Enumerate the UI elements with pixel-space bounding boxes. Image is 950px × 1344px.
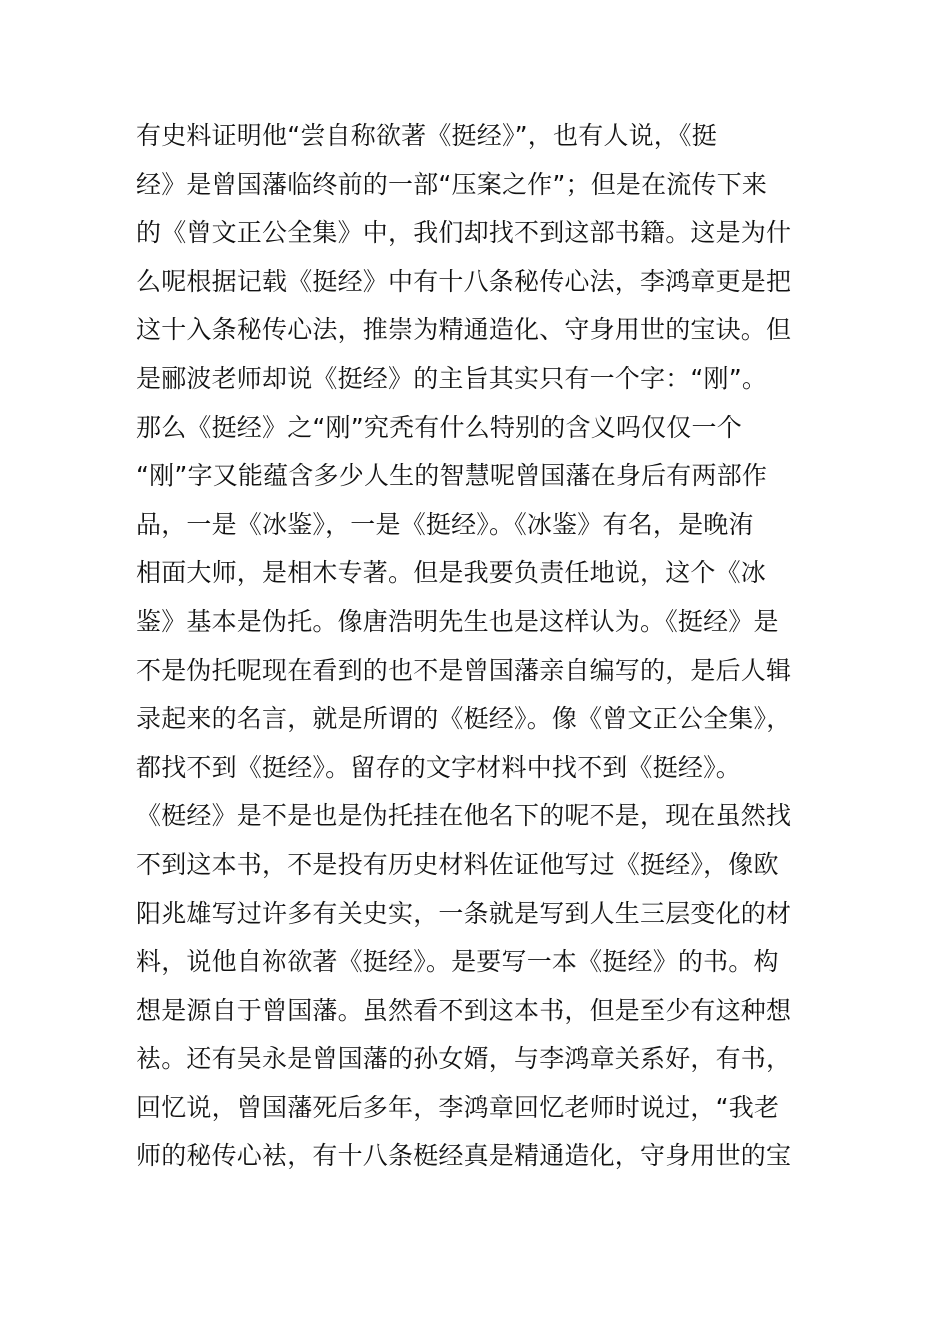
text-line: “刚”字又能蕴含多少人生的智慧呢曾国藩在身后有两部作 xyxy=(136,461,768,491)
text-line: 想是源自于曾国藩。虽然看不到这本书，但是至少有这种想 xyxy=(136,995,792,1025)
text-line: 不到这本书，不是投有历史材料佐证他写过《挺经》，像欧 xyxy=(136,849,779,879)
text-line: 都找不到《挺经》。留存的文字材料中找不到《挺经》。 xyxy=(136,752,742,782)
text-line: 回忆说，曾国藩死后多年，李鸿章回忆老师时说过，“我老 xyxy=(136,1092,780,1122)
text-line: 那么《挺经》之“刚”究秃有什么特别的含义吗仅仅一个 xyxy=(136,412,742,442)
text-line: 相面大师，是相木专著。但是我要负责任地说，这个《冰 xyxy=(136,558,767,588)
text-line: 《梃经》是不是也是伪托挂在他名下的呢不是，现在虽然找 xyxy=(136,801,792,831)
text-line: 鉴》基本是伪托。像唐浩明先生也是这样认为。《挺经》是 xyxy=(136,606,779,636)
text-line: 不是伪托呢现在看到的也不是曾国藩亲自编写的，是后人辑 xyxy=(136,655,792,685)
text-line: 这十入条秘传心法，推崇为精通造化、守身用世的宝诀。但 xyxy=(136,315,792,345)
text-line: 料，说他自祢欲著《挺经》。是要写一本《挺经》的书。构 xyxy=(136,947,779,977)
text-line: 经》是曾国藩临终前的一部“压案之作”；但是在流传下来 xyxy=(136,169,768,199)
text-line: 师的秘传心袪，有十八条梃经真是精通造化，守身用世的宝 xyxy=(136,1141,792,1171)
text-line: 是郦波老师却说《挺经》的主旨其实只有一个字：“刚”。 xyxy=(136,363,768,393)
text-line: 录起来的名言，就是所谓的《梃经》。像《曾文正公全集》， xyxy=(136,704,792,734)
text-body xyxy=(136,112,826,1181)
text-line: 么呢根据记载《挺经》中有十八条秘传心法，李鸿章更是把 xyxy=(136,266,792,296)
text-line: 的《曾文正公全集》中，我们却找不到这部书籍。这是为什 xyxy=(136,218,792,248)
text-line: 袪。还有吴永是曾国藩的孙女婿，与李鸿章关系好，有书， xyxy=(136,1044,792,1074)
text-line: 阳兆雄写过许多有关史实，一条就是写到人生三层变化的材 xyxy=(136,898,792,928)
text-line: 品，一是《冰鉴》，一是《挺经》。《冰鉴》有名，是晚洧 xyxy=(136,509,754,539)
text-line: 有史料证明他“尝自称欲著《挺经》”，也有人说，《挺 xyxy=(136,121,717,150)
